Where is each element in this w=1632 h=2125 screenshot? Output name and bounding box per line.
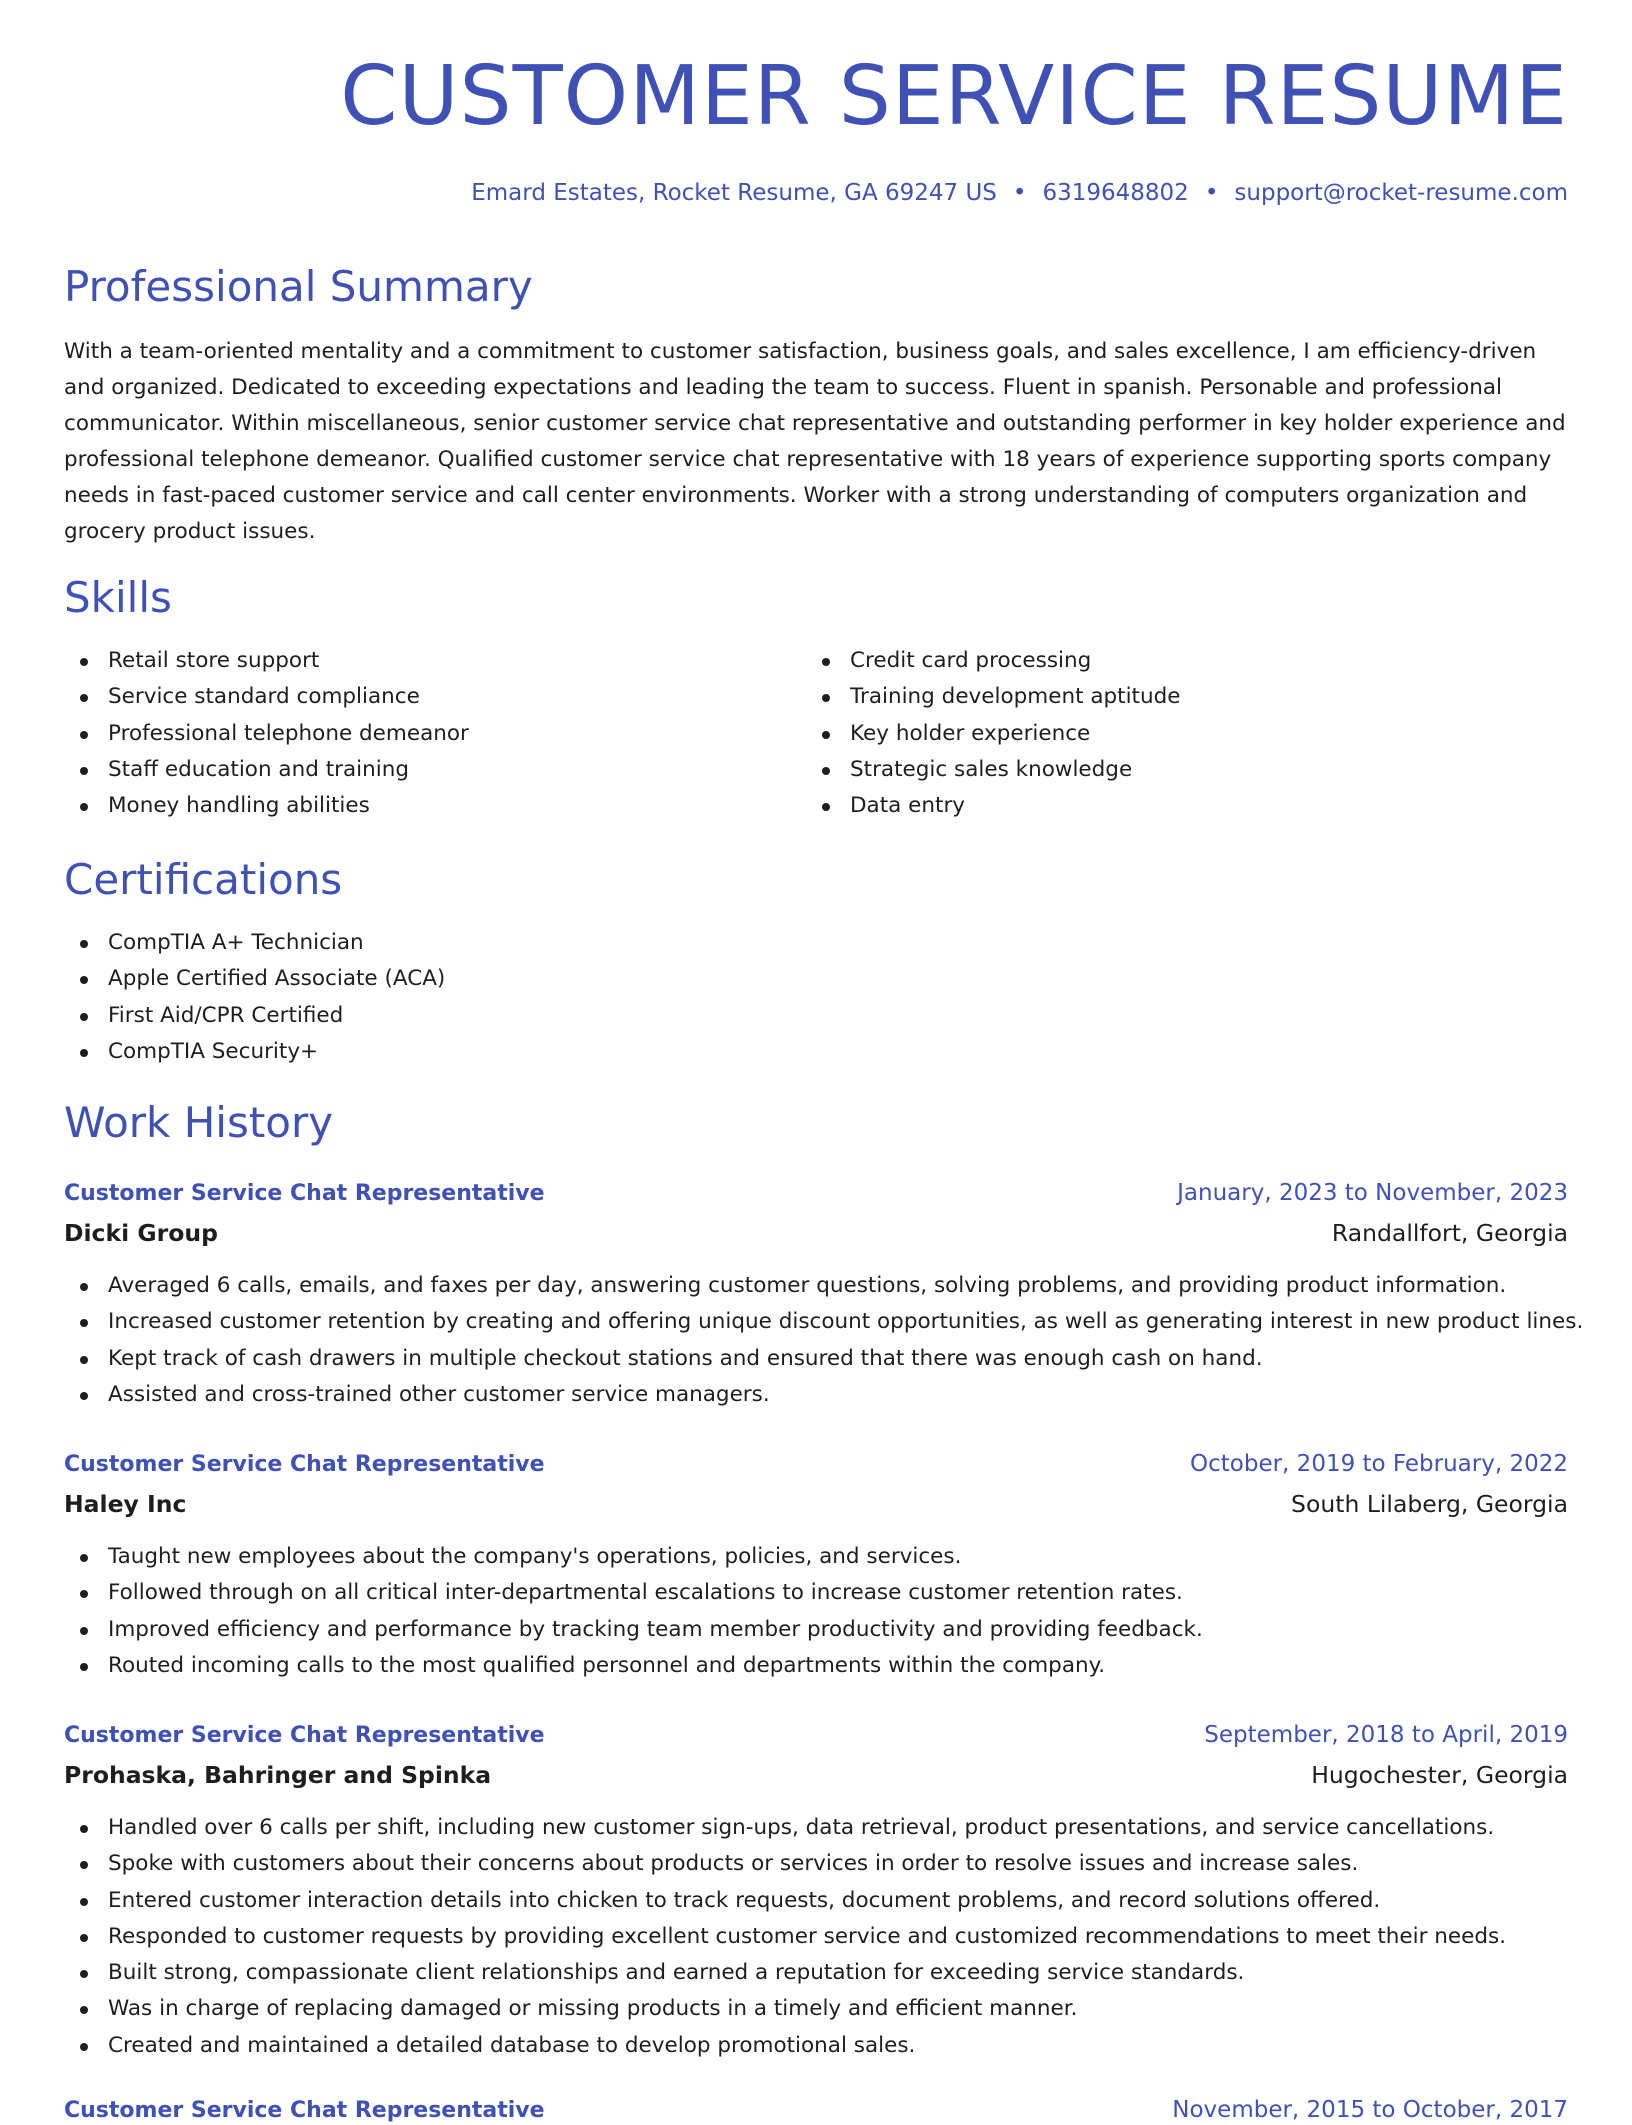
job-bullet: Taught new employees about the company's operations, policies, and services. xyxy=(64,1539,1203,1575)
skills-list-left xyxy=(64,643,469,824)
skill-item: Staff education and training xyxy=(64,752,469,788)
job-bullet: Followed through on all critical inter-departmental escalations to increase customer retention rates. xyxy=(64,1575,1203,1611)
job-location: Randallfort, Georgia xyxy=(1331,1219,1568,1247)
skill-item: Strategic sales knowledge xyxy=(806,752,1181,788)
job-title: Customer Service Chat Representative xyxy=(64,2098,545,2123)
certifications-list xyxy=(64,925,445,1070)
job-bullet: Averaged 6 calls, emails, and faxes per day, answering customer questions, solving problems, and providing product information. xyxy=(64,1268,1583,1304)
certification-item: First Aid/CPR Certified xyxy=(64,998,445,1034)
resume-title: CUSTOMER SERVICE RESUME xyxy=(340,49,1568,144)
skill-item: Retail store support xyxy=(64,643,469,679)
job-dates: October, 2019 to February, 2022 xyxy=(1190,1451,1568,1477)
contact-separator: • xyxy=(1012,180,1027,206)
job-bullets xyxy=(64,1810,1506,2064)
skill-item: Key holder experience xyxy=(806,716,1181,752)
job-bullet: Was in charge of replacing damaged or missing products in a timely and efficient manner. xyxy=(64,1991,1506,2027)
skills-list-right xyxy=(806,643,1181,824)
skill-item: Money handling abilities xyxy=(64,788,469,824)
skill-item: Data entry xyxy=(806,788,1181,824)
job-bullet: Built strong, compassionate client relationships and earned a reputation for exceeding service standards. xyxy=(64,1955,1506,1991)
section-heading-summary: Professional Summary xyxy=(64,262,533,311)
job-title: Customer Service Chat Representative xyxy=(64,1723,545,1748)
skill-item: Training development aptitude xyxy=(806,679,1181,715)
certification-item: CompTIA A+ Technician xyxy=(64,925,445,961)
contact-separator: • xyxy=(1204,180,1219,206)
job-bullet: Spoke with customers about their concerns about products or services in order to resolve issues and increase sales. xyxy=(64,1846,1506,1882)
job-bullets xyxy=(64,1539,1203,1684)
job-dates: September, 2018 to April, 2019 xyxy=(1204,1722,1568,1748)
skill-item: Professional telephone demeanor xyxy=(64,716,469,752)
job-location: Hugochester, Georgia xyxy=(1311,1761,1568,1789)
job-company: Haley Inc xyxy=(64,1490,187,1518)
job-bullet: Handled over 6 calls per shift, including new customer sign-ups, data retrieval, product presentations, and service cancellations. xyxy=(64,1810,1506,1846)
job-bullet: Assisted and cross-trained other customer service managers. xyxy=(64,1377,1583,1413)
contact-address: Emard Estates, Rocket Resume, GA 69247 US xyxy=(471,180,997,206)
job-bullet: Created and maintained a detailed database to develop promotional sales. xyxy=(64,2028,1506,2064)
section-heading-work-history: Work History xyxy=(64,1098,334,1147)
job-company: Dicki Group xyxy=(64,1219,218,1247)
section-heading-certifications: Certifications xyxy=(64,855,343,904)
contact-line xyxy=(471,180,1568,208)
job-dates: November, 2015 to October, 2017 xyxy=(1172,2097,1568,2123)
job-dates: January, 2023 to November, 2023 xyxy=(1177,1180,1568,1206)
job-bullet: Kept track of cash drawers in multiple checkout stations and ensured that there was enough cash on hand. xyxy=(64,1341,1583,1377)
skill-item: Credit card processing xyxy=(806,643,1181,679)
certification-item: CompTIA Security+ xyxy=(64,1034,445,1070)
contact-phone[interactable]: 6319648802 xyxy=(1042,180,1189,206)
job-location: South Lilaberg, Georgia xyxy=(1291,1490,1568,1518)
contact-email[interactable]: support@rocket-resume.com xyxy=(1234,180,1568,206)
certification-item: Apple Certified Associate (ACA) xyxy=(64,961,445,997)
job-bullet: Increased customer retention by creating and offering unique discount opportunities, as well as generating interest in new product lines. xyxy=(64,1304,1583,1340)
section-heading-skills: Skills xyxy=(64,573,172,622)
job-bullet: Responded to customer requests by providing excellent customer service and customized recommendations to meet their needs. xyxy=(64,1919,1506,1955)
job-bullet: Entered customer interaction details into chicken to track requests, document problems, and record solutions offered. xyxy=(64,1883,1506,1919)
job-title: Customer Service Chat Representative xyxy=(64,1181,545,1206)
summary-text: With a team-oriented mentality and a commitment to customer satisfaction, business goals, and sales excellence, I am efficiency-driven and organized. Dedicated to exceeding expectations and leading the team to success. Fluent in spanish. Personable and professional communicator. Within miscellaneous, senior customer service chat representative and outstanding performer in key holder experience and professional telephone demeanor. Qualified customer service chat representative with 18 years of experience supporting sports company needs in fast-paced customer service and call center environments. Worker with a strong understanding of computers organization and grocery product issues. xyxy=(64,339,1566,544)
job-title: Customer Service Chat Representative xyxy=(64,1452,545,1477)
job-bullets xyxy=(64,1268,1583,1413)
job-bullet: Routed incoming calls to the most qualified personnel and departments within the company. xyxy=(64,1648,1203,1684)
job-company: Prohaska, Bahringer and Spinka xyxy=(64,1761,492,1789)
skill-item: Service standard compliance xyxy=(64,679,469,715)
job-bullet: Improved efficiency and performance by tracking team member productivity and providing feedback. xyxy=(64,1612,1203,1648)
